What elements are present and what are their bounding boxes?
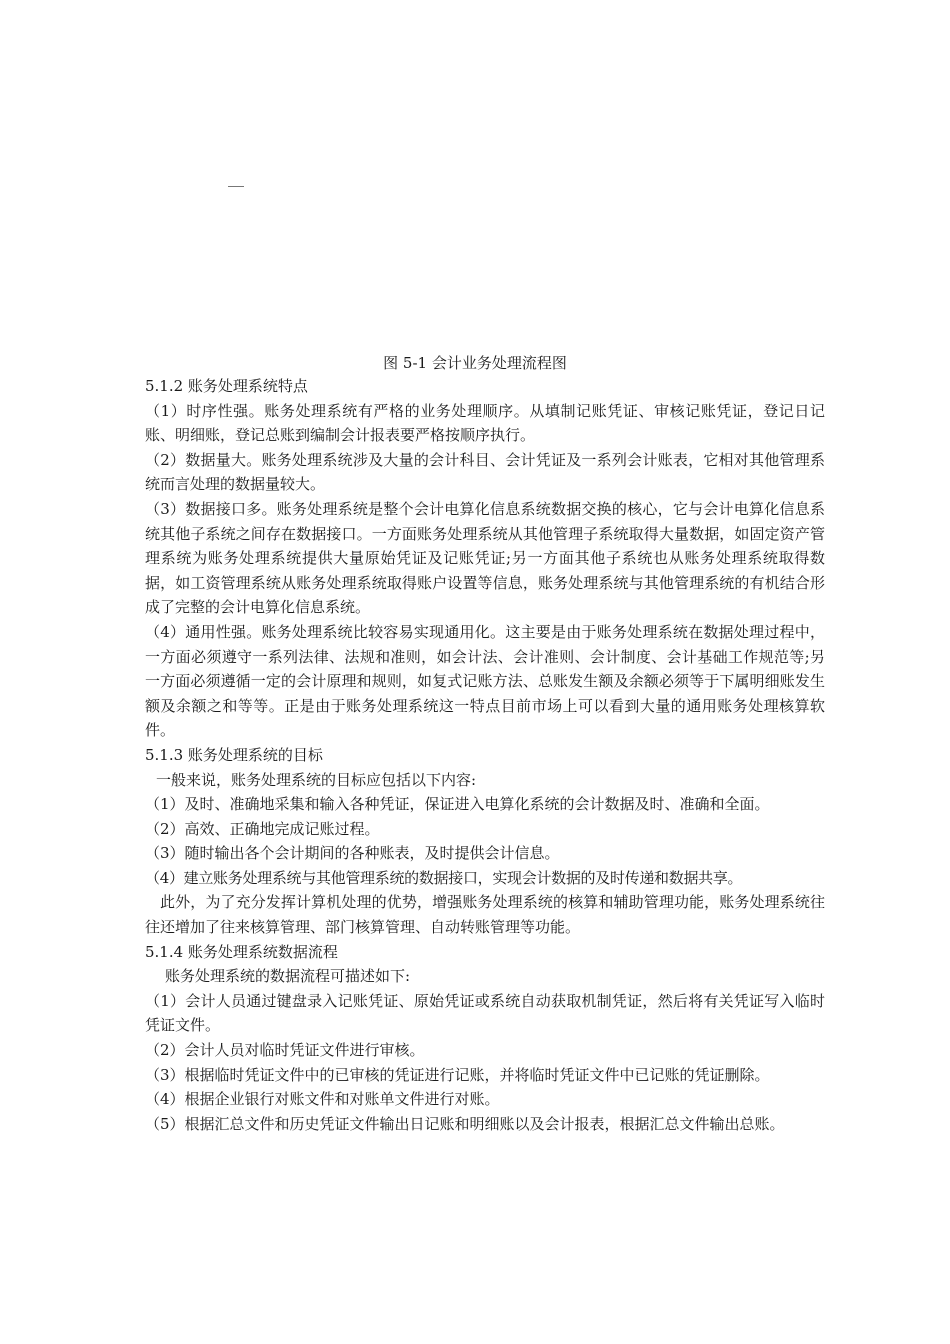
list-item: （1）会计人员通过键盘录入记账凭证、原始凭证或系统自动获取机制凭证，然后将有关凭证写入临时凭证文件。 (145, 991, 825, 1035)
section-heading-5-1-2: 5.1.2 账务处理系统特点 (145, 377, 308, 395)
list-item: （4）建立账务处理系统与其他管理系统的数据接口，实现会计数据的及时传递和数据共享。 (145, 868, 743, 887)
list-item: （3）随时输出各个会计期间的各种账表，及时提供会计信息。 (145, 844, 560, 863)
list-item: （2）高效、正确地完成记账过程。 (145, 819, 380, 838)
list-item: （4）根据企业银行对账文件和对账单文件进行对账。 (145, 1090, 500, 1109)
list-item: （2）会计人员对临时凭证文件进行审核。 (145, 1041, 425, 1060)
list-item: （5）根据汇总文件和历史凭证文件输出日记账和明细账以及会计报表，根据汇总文件输出总账。 (145, 1114, 785, 1133)
list-item: （3）数据接口多。账务处理系统是整个会计电算化信息系统数据交换的核心，它与会计电算化信息系统其他子系统之间存在数据接口。一方面账务处理系统从其他管理子系统取得大量数据，如固定资产管理系统为账务处理系统提供大量原始凭证及记账凭证;另一方面其他子系统也从账务处理系统取得数据，如工资管理系统从账务处理系统取得账户设置等信息，账务处理系统与其他管理系统的有机结合形成了完整的会计电算化信息系统。 (145, 499, 825, 617)
section-intro: 一般来说，账务处理系统的目标应包括以下内容: (156, 770, 477, 789)
list-item: （1）时序性强。账务处理系统有严格的业务处理顺序。从填制记账凭证、审核记账凭证，登记日记账、明细账，登记总账到编制会计报表要严格按顺序执行。 (145, 401, 825, 445)
list-item: （1）及时、准确地采集和输入各种凭证，保证进入电算化系统的会计数据及时、准确和全面。 (145, 795, 770, 814)
figure-placeholder-mark (228, 186, 244, 187)
figure-caption: 图 5-1 会计业务处理流程图 (383, 354, 567, 372)
list-item: （3）根据临时凭证文件中的已审核的凭证进行记账，并将临时凭证文件中已记账的凭证删除。 (145, 1065, 770, 1084)
document-body (145, 374, 825, 1136)
section-heading-5-1-4: 5.1.4 账务处理系统数据流程 (145, 942, 338, 961)
section-heading-5-1-3: 5.1.3 账务处理系统的目标 (145, 745, 323, 764)
section-outro: 此外，为了充分发挥计算机处理的优势，增强账务处理系统的核算和辅助管理功能，账务处理系统往往还增加了往来核算管理、部门核算管理、自动转账管理等功能。 (145, 893, 825, 937)
section-intro: 账务处理系统的数据流程可描述如下: (165, 967, 411, 986)
list-item: （2）数据量大。账务处理系统涉及大量的会计科目、会计凭证及一系列会计账表，它相对其他管理系统而言处理的数据量较大。 (145, 450, 825, 494)
list-item: （4）通用性强。账务处理系统比较容易实现通用化。这主要是由于账务处理系统在数据处理过程中，一方面必须遵守一系列法律、法规和准则，如会计法、会计准则、会计制度、会计基础工作规范等;另一方面必须遵循一定的会计原理和规则，如复式记账方法、总账发生额及余额必须等于下属明细账发生额及余额之和等等。正是由于账务处理系统这一特点目前市场上可以看到大量的通用账务处理核算软件。 (145, 622, 825, 740)
